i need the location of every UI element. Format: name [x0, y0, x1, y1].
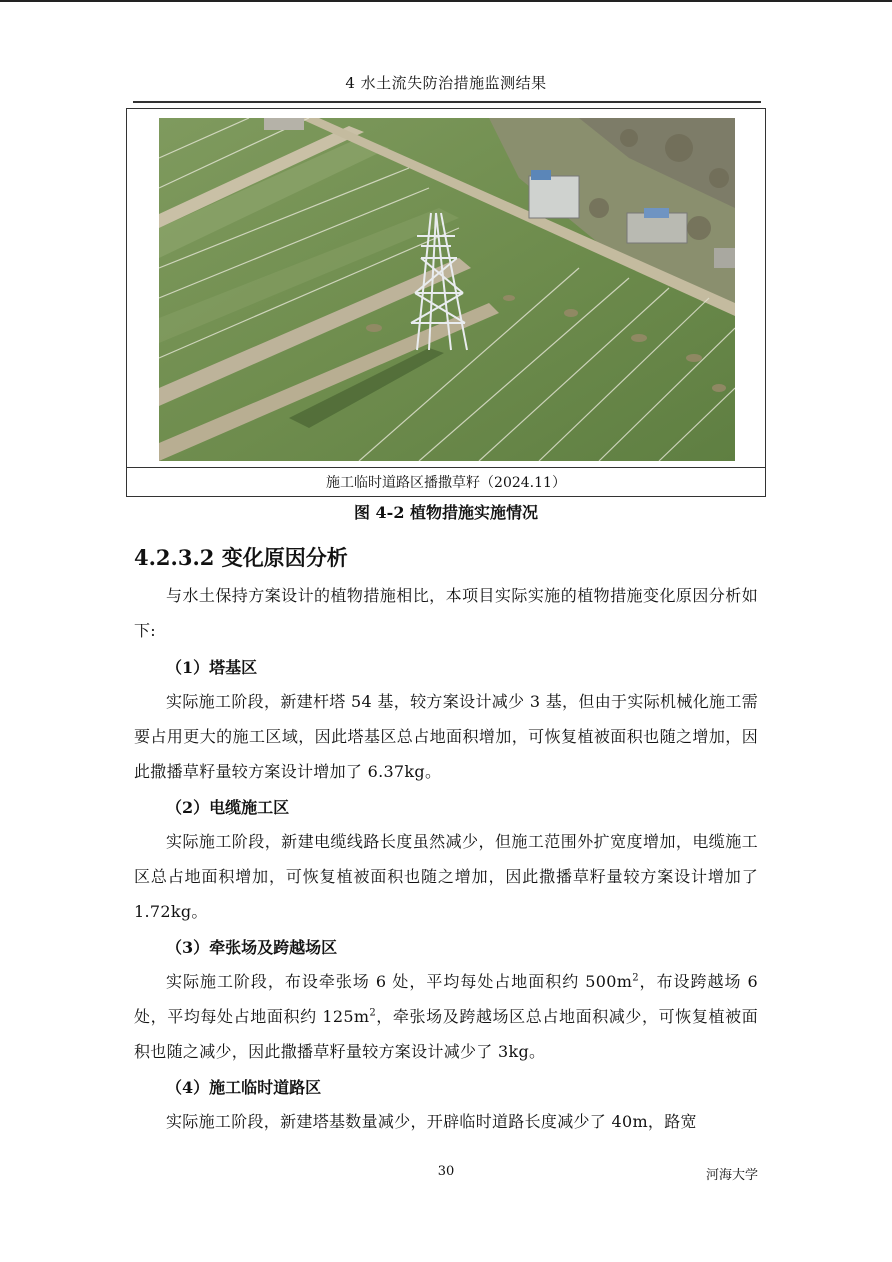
- subhead-tower-base: （1）塔基区: [166, 658, 258, 677]
- intro-paragraph: 与水土保持方案设计的植物措施相比，本项目实际实施的植物措施变化原因分析如下:: [134, 586, 758, 640]
- paragraph-stringing-area: 实际施工阶段，布设牵张场 6 处，平均每处占地面积约 $500m^2$，布设跨越场 6 处，平均每处占地面积约 $125m^2$，牵张场及跨越场区总占地面积减少，可恢复植被面积也随之减少，因此撒播草籽量较方案设计减少了 3kg。: [134, 972, 759, 1061]
- page-top-border: [0, 0, 892, 2]
- subhead-stringing-area: （3）牵张场及跨越场区: [166, 938, 338, 957]
- figure-title: 图 4-2 植物措施实施情况: [353, 503, 539, 522]
- aerial-photo-transmission-tower: [159, 118, 735, 461]
- subhead-cable-area: （2）电缆施工区: [166, 798, 290, 817]
- section-heading: 4.2.3.2 变化原因分析: [134, 545, 348, 570]
- figure-frame: [126, 108, 766, 497]
- paragraph-temporary-road: 实际施工阶段，新建塔基数量减少，开辟临时道路长度减少了 40m，路宽: [166, 1112, 697, 1131]
- photo-caption: 施工临时道路区播撒草籽（2024.11）: [326, 475, 566, 491]
- paragraph-cable-area: 实际施工阶段，新建电缆线路长度虽然减少，但施工范围外扩宽度增加，电缆施工区总占地面积增加，可恢复植被面积也随之增加，因此撒播草籽量较方案设计增加了 1.72kg。: [134, 832, 758, 921]
- subhead-temporary-road: （4）施工临时道路区: [166, 1078, 322, 1097]
- running-header: 4 水土流失防治措施监测结果: [345, 74, 547, 92]
- footer-organization: 河海大学: [706, 1168, 759, 1183]
- figure-caption-divider: [127, 467, 765, 468]
- paragraph-tower-base: 实际施工阶段，新建杆塔 54 基，较方案设计减少 3 基，但由于实际机械化施工需要占用更大的施工区域，因此塔基区总占地面积增加，可恢复植被面积也随之增加，因此撒播草籽量较方案设计增加了 6.37kg。: [134, 692, 758, 781]
- header-rule: [133, 101, 761, 103]
- page-number: 30: [437, 1164, 455, 1179]
